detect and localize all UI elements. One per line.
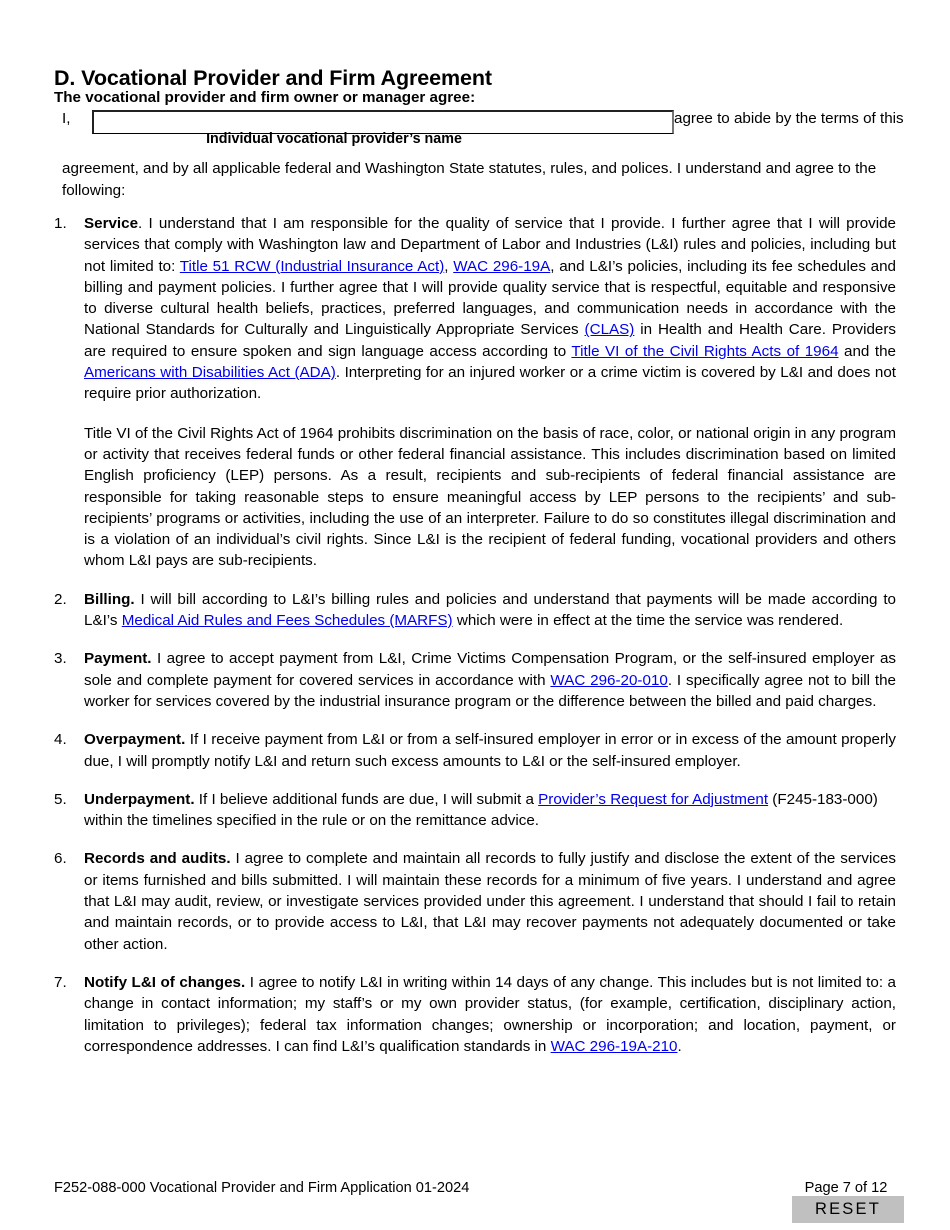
list-item-number: 4. (54, 731, 67, 749)
text-run: I agree to complete and maintain all records to fully justify and disclose the extent of the services or items furnished and bills submitted. I will maintain these records for a minimum of five years. I understand and agree that L&I may audit, review, or investigate services provided under this agreement. I understand that should I fail to retain and maintain records, or to provide access to L&I, that L&I may recover payments not adequately documented or take other action. (84, 850, 896, 953)
list-item (54, 789, 896, 832)
text-run: , and L&I’s policies, including its fee schedules and billing and payment policies. I further agree that I will provide quality service that is respectful, equitable and responsive to diverse cultural health beliefs, practices, preferred languages, and communication needs in accordance with the National Standards for Culturally and Linguistically Appropriate Services (84, 257, 896, 339)
section-subheading: The vocational provider and firm owner or manager agree: (54, 89, 476, 106)
list-item-lead: Underpayment. (84, 790, 195, 808)
title-vi-subparagraph (54, 423, 896, 572)
text-run: in Health and Health Care. Providers are required to ensure spoken and sign language access according to (84, 321, 896, 360)
list-item (54, 729, 896, 772)
list-item-number: 7. (54, 973, 67, 991)
footer-page-number: Page 7 of 12 (804, 1180, 888, 1196)
list-item (54, 848, 896, 954)
link-wac-296-19a-210[interactable]: WAC 296-19A-210 (550, 1037, 678, 1055)
subparagraph-text: Title VI of the Civil Rights Act of 1964 prohibits discrimination on the basis of race, color, or national origin in any program or activity that receives federal funds or other federal financial assistance. This includes discrimination based on limited English proficiency (LEP) persons. As a result, recipients and sub-recipients of federal financial assistance are responsible for taking reasonable steps to ensure meaningful access by LEP persons to the recipients’ and sub-recipients’ programs or activities, including the use of an interpreter. Failure to do so constitutes illegal discrimination and is a violation of an individual’s civil rights. Since L&I is the recipient of federal funding, vocational providers and others whom L&I pays are sub-recipients. (84, 424, 896, 570)
text-run: . (677, 1037, 682, 1055)
fill-in-prefix: I, (62, 110, 71, 127)
link-marfs[interactable]: Medical Aid Rules and Fees Schedules (MARFS) (121, 612, 453, 630)
list-item-text (84, 789, 896, 832)
reset-button[interactable]: RESET (792, 1196, 904, 1223)
footer-form-id: F252-088-000 Vocational Provider and Firm Application 01-2024 (54, 1180, 470, 1196)
list-item-number: 3. (54, 650, 67, 668)
text-run: I will bill according to L&I’s billing rules and policies and understand that payments will be made according to L&I’s (84, 590, 896, 630)
text-run: If I receive payment from L&I or from a self-insured employer in error or in excess of the amount properly due, I will promptly notify L&I and return such excess amounts to L&I or the self-insured employer. (84, 731, 896, 770)
list-item-text (84, 848, 896, 954)
list-item-text (84, 213, 896, 405)
text-run: If I believe additional funds are due, I will submit a (194, 790, 539, 808)
list-item (54, 972, 896, 1057)
agreement-terms-list (54, 213, 896, 1074)
text-run: which were in effect at the time the service was rendered. (452, 612, 844, 630)
fill-in-suffix: agree to abide by the terms of this (674, 110, 904, 127)
link-clas[interactable]: (CLAS) (584, 321, 635, 339)
list-item-lead: Records and audits. (84, 850, 231, 868)
list-item-number: 6. (54, 850, 67, 868)
list-item-number: 2. (54, 590, 67, 608)
link-wac-296-19a[interactable]: WAC 296-19A (453, 257, 551, 275)
list-item (54, 213, 896, 405)
text-run: . Interpreting for an injured worker or a crime victim is covered by L&I and does not require prior authorization. (84, 364, 896, 403)
list-item (54, 648, 896, 712)
text-run: I agree to notify L&I in writing within 14 days of any change. This includes but is not limited to: a change in contact information; my staff’s or my own provider status, (for example, certification, disciplinary action, limitation to privileges); federal tax information changes; ownership or incorporation; and location, payment, or correspondence addresses. I can find L&I’s qualification standards in (84, 973, 896, 1055)
list-item-number: 1. (54, 215, 67, 232)
list-item-lead: Billing. (84, 590, 135, 608)
text-run: (F245-183-000) within the timelines specified in the rule or on the remittance advice. (84, 790, 878, 830)
link-wac-296-20-010[interactable]: WAC 296-20-010 (550, 671, 668, 689)
intro-paragraph: agreement, and by all applicable federal and Washington State statutes, rules, and polices. I understand and agree to the following: (62, 160, 877, 199)
list-item-text (84, 729, 896, 772)
list-item-text (84, 589, 896, 632)
link-title-vi-civil-rights[interactable]: Title VI of the Civil Rights Acts of 1964 (571, 342, 839, 360)
list-item-lead: Overpayment. (84, 731, 186, 749)
list-item-lead: Notify L&I of changes. (84, 973, 246, 991)
provider-name-fill-row (54, 110, 914, 132)
list-item-lead: Payment. (84, 650, 152, 668)
text-run: I agree to accept payment from L&I, Crime Victims Compensation Program, or the self-insured employer as sole and complete payment for covered services in accordance with (84, 650, 896, 689)
link-providers-request-for-adjustment[interactable]: Provider’s Request for Adjustment (538, 790, 769, 808)
list-item-text (84, 648, 896, 712)
text-run: and the (838, 342, 896, 360)
page-title: D. Vocational Provider and Firm Agreement (54, 66, 492, 91)
list-item-number: 5. (54, 790, 67, 808)
text-run: , (444, 257, 454, 275)
text-run: . I understand that I am responsible for the quality of service that I provide. I further agree that I will provide services that comply with Washington law and Department of Labor and Industries (L&I) rules and policies, including but not limited to: (84, 215, 896, 275)
link-title-51-rcw[interactable]: Title 51 RCW (Industrial Insurance Act) (179, 257, 445, 275)
text-run: . I specifically agree not to bill the worker for services covered by the industrial insurance program or the difference between the billed and paid charges. (84, 671, 896, 710)
provider-name-caption: Individual vocational provider’s name (206, 131, 462, 147)
link-americans-with-disabilities-act[interactable]: Americans with Disabilities Act (ADA) (84, 364, 336, 382)
list-item (54, 589, 896, 632)
list-item-lead: Service (84, 215, 139, 232)
list-item-text (84, 972, 896, 1057)
